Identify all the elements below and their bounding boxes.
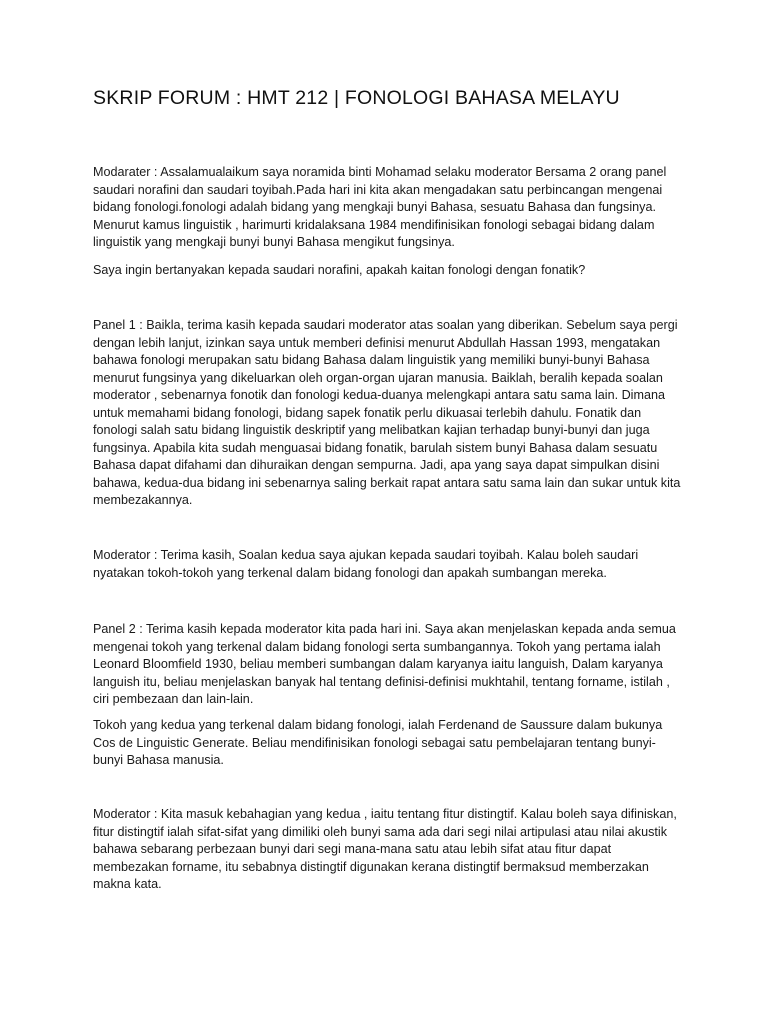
document-page [93,0,683,1024]
paragraph-first-question: Saya ingin bertanyakan kepada saudari norafini, apakah kaitan fonologi dengan fonatik? [93,263,586,277]
document-title: SKRIP FORUM : HMT 212 | FONOLOGI BAHASA MELAYU [93,87,620,109]
paragraph-moderator-intro: Modarater : Assalamualaikum saya noramida binti Mohamad selaku moderator Bersama 2 orang panel saudari norafini dan saudari toyibah.Pada hari ini kita akan mengadakan satu perbincangan mengenai bidang fonologi.fonologi adalah bidang yang mengkaji bunyi Bahasa, sesuatu Bahasa dan fungsinya. Menurut kamus linguistik , harimurti kridalaksana 1984 mendifinisikan fonologi sebagai bidang dalam linguistik yang mengkaji bunyi bunyi Bahasa mengikut fungsinya. [93,165,667,249]
paragraph-panel-1-answer: Panel 1 : Baikla, terima kasih kepada saudari moderator atas soalan yang diberikan. Sebelum saya pergi dengan lebih lanjut, izinkan saya untuk memberi definisi menurut Abdullah Hassan 1993, mengatakan bahawa fonologi merupakan satu bidang Bahasa dalam linguistik yang memiliki bunyi-bunyi Bahasa menurut fungsinya yang dikeluarkan oleh organ-organ ujaran manusia. Baiklah, beralih kepada soalan moderator , sebenarnya fonotik dan fonologi kedua-duanya melengkapi antara satu sama lain. Dimana untuk memahami bidang fonologi, bidang sapek fonatik perlu dikuasai terlebih dahulu. Fonatik dan fonologi salah satu bidang linguistik deskriptif yang melibatkan kajian terhadap bunyi-bunyi dan juga fungsinya. Apabila kita sudah menguasai bidang fonatik, barulah sistem bunyi Bahasa dalam sesuatu Bahasa dapat difahami dan dihuraikan dengan sempurna. Jadi, apa yang saya dapat simpulkan disini bahawa, kedua-dua bidang ini sebenarnya saling berkait rapat antara satu sama lain dan sukar untuk kita membezakannya. [93,318,681,507]
paragraph-moderator-distinctive-features: Moderator : Kita masuk kebahagian yang kedua , iaitu tentang fitur distingtif. Kalau boleh saya difiniskan, fitur distingtif ialah sifat-sifat yang dimiliki oleh bunyi sama ada dari segi nilai artipulasi atau nilai akustik bahawa sebarang perbezaan bunyi dari segi mana-mana satu atau lebih sifat atau fitur dapat membezakan forname, itu sebabnya distingtif digunakan kerana distingtif bermaksud memberzakan makna kata. [93,807,677,891]
paragraph-panel-2-second-figure: Tokoh yang kedua yang terkenal dalam bidang fonologi, ialah Ferdenand de Saussure dalam bukunya Cos de Linguistic Generate. Beliau mendifinisikan fonologi sebagai satu pembelajaran tentang bunyi-bunyi Bahasa manusia. [93,718,663,767]
paragraph-second-question: Moderator : Terima kasih, Soalan kedua saya ajukan kepada saudari toyibah. Kalau boleh saudari nyatakan tokoh-tokoh yang terkenal dalam bidang fonologi dan apakah sumbangan mereka. [93,548,639,580]
paragraph-panel-2-answer: Panel 2 : Terima kasih kepada moderator kita pada hari ini. Saya akan menjelaskan kepada anda semua mengenai tokoh yang terkenal dalam bidang fonologi serta sumbangannya. Tokoh yang pertama ialah Leonard Bloomfield 1930, beliau memberi sumbangan dalam karyanya iaitu languish, Dalam karyanya languish itu, beliau menjelaskan banyak hal tentang definisi-definisi mukhtahil, tentang forname, istilah , ciri pembezaan dan lain-lain. [93,622,676,706]
